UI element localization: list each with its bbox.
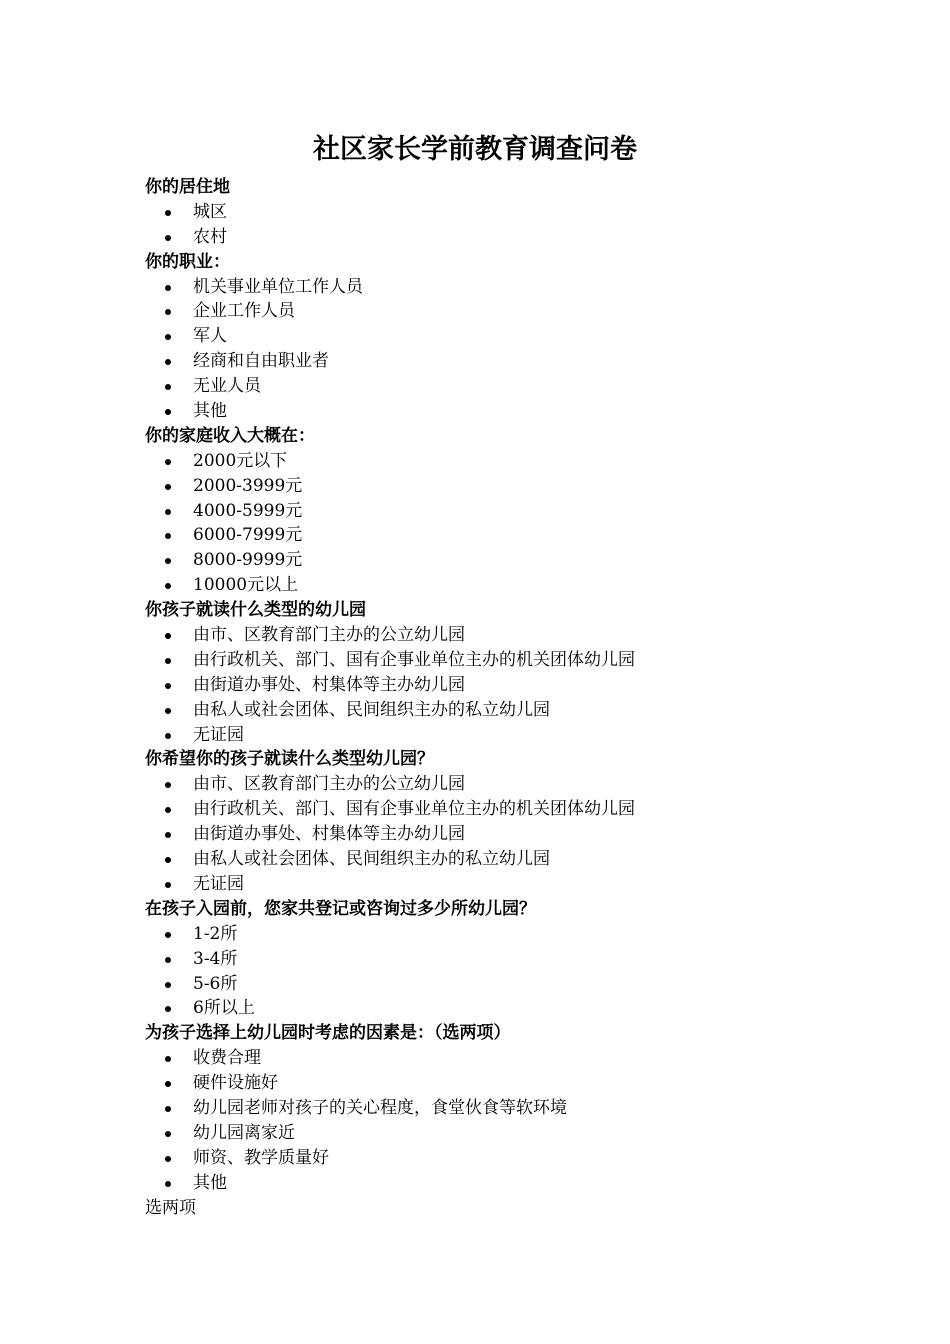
option-label: 经商和自由职业者 <box>193 351 329 372</box>
bullet-icon <box>165 334 171 340</box>
option-label: 3-4所 <box>193 948 238 969</box>
bullet-icon <box>165 1081 171 1087</box>
option-item <box>145 797 845 822</box>
option-label: 师资、教学质量好 <box>193 1147 329 1168</box>
option-item <box>145 499 845 524</box>
option-list <box>145 449 845 598</box>
bullet-icon <box>165 1156 171 1162</box>
option-label: 由街道办事处、村集体等主办幼儿园 <box>193 674 465 695</box>
bullet-icon <box>165 558 171 564</box>
option-item <box>145 1096 845 1121</box>
bullet-icon <box>165 1131 171 1137</box>
option-label: 企业工作人员 <box>193 301 295 322</box>
bullet-icon <box>165 309 171 315</box>
bullet-icon <box>165 857 171 863</box>
option-item <box>145 1171 845 1196</box>
question-consulted-count <box>145 897 845 1021</box>
question-title: 为孩子选择上幼儿园时考虑的因素是：（选两项） <box>145 1023 511 1044</box>
bullet-icon <box>165 484 171 490</box>
question-residence <box>145 175 845 250</box>
option-label: 由私人或社会团体、民间组织主办的私立幼儿园 <box>193 699 550 720</box>
question-selection-factors <box>145 1021 845 1195</box>
bullet-icon <box>165 210 171 216</box>
option-label: 由行政机关、部门、国有企事业单位主办的机关团体幼儿园 <box>193 649 635 670</box>
question-title: 你的家庭收入大概在： <box>145 425 315 446</box>
option-item <box>145 324 845 349</box>
option-item <box>145 623 845 648</box>
option-item <box>145 673 845 698</box>
option-item <box>145 723 845 748</box>
bullet-icon <box>165 285 171 291</box>
option-label: 由市、区教育部门主办的公立幼儿园 <box>193 774 465 795</box>
question-title: 你的职业： <box>145 251 230 272</box>
option-label: 6000-7999元 <box>193 525 303 546</box>
bullet-icon <box>165 1181 171 1187</box>
option-label: 5-6所 <box>193 973 238 994</box>
bullet-icon <box>165 882 171 888</box>
option-item <box>145 474 845 499</box>
question-current-kindergarten <box>145 598 845 747</box>
bullet-icon <box>165 733 171 739</box>
option-list <box>145 1046 845 1195</box>
option-item <box>145 548 845 573</box>
question-title: 在孩子入园前，您家共登记或咨询过多少所幼儿园？ <box>145 898 536 919</box>
option-label: 城区 <box>193 201 227 222</box>
option-label: 幼儿园老师对孩子的关心程度，食堂伙食等软环境 <box>193 1097 567 1118</box>
bullet-icon <box>165 359 171 365</box>
bullet-icon <box>165 509 171 515</box>
bullet-icon <box>165 807 171 813</box>
option-label: 硬件设施好 <box>193 1073 278 1094</box>
bullet-icon <box>165 658 171 664</box>
option-label: 其他 <box>193 1172 227 1193</box>
bullet-icon <box>165 583 171 589</box>
option-label: 无证园 <box>193 873 244 894</box>
bullet-icon <box>165 957 171 963</box>
bullet-icon <box>165 932 171 938</box>
option-label: 由行政机关、部门、国有企事业单位主办的机关团体幼儿园 <box>193 799 635 820</box>
option-label: 2000元以下 <box>193 450 288 471</box>
bullet-icon <box>165 533 171 539</box>
option-item <box>145 996 845 1021</box>
option-label: 10000元以上 <box>193 575 299 596</box>
option-item <box>145 922 845 947</box>
bullet-icon <box>165 782 171 788</box>
option-item <box>145 648 845 673</box>
option-item <box>145 275 845 300</box>
option-list <box>145 623 845 747</box>
option-label: 农村 <box>193 226 227 247</box>
option-label: 其他 <box>193 401 227 422</box>
option-label: 幼儿园离家近 <box>193 1122 295 1143</box>
bullet-icon <box>165 1006 171 1012</box>
option-item <box>145 225 845 250</box>
question-income <box>145 424 845 598</box>
option-label: 收费合理 <box>193 1048 261 1069</box>
option-item <box>145 772 845 797</box>
option-item <box>145 1146 845 1171</box>
question-occupation <box>145 250 845 424</box>
option-list <box>145 772 845 896</box>
option-label: 由街道办事处、村集体等主办幼儿园 <box>193 824 465 845</box>
option-item <box>145 449 845 474</box>
bullet-icon <box>165 1056 171 1062</box>
bullet-icon <box>165 235 171 241</box>
option-label: 4000-5999元 <box>193 500 303 521</box>
option-item <box>145 523 845 548</box>
option-label: 1-2所 <box>193 923 238 944</box>
bullet-icon <box>165 683 171 689</box>
option-label: 无业人员 <box>193 376 261 397</box>
bullet-icon <box>165 459 171 465</box>
option-item <box>145 698 845 723</box>
option-item <box>145 349 845 374</box>
question-title: 你的居住地 <box>145 177 230 197</box>
option-item <box>145 1121 845 1146</box>
footnote-text: 选两项 <box>145 1197 196 1218</box>
option-item <box>145 822 845 847</box>
option-item <box>145 1046 845 1071</box>
option-label: 由市、区教育部门主办的公立幼儿园 <box>193 625 465 646</box>
option-list <box>145 200 845 250</box>
option-item <box>145 972 845 997</box>
document-title: 社区家长学前教育调查问卷 <box>313 134 637 165</box>
option-label: 由私人或社会团体、民间组织主办的私立幼儿园 <box>193 849 550 870</box>
option-label: 8000-9999元 <box>193 550 303 571</box>
option-item <box>145 847 845 872</box>
bullet-icon <box>165 982 171 988</box>
bullet-icon <box>165 708 171 714</box>
bullet-icon <box>165 633 171 639</box>
question-title: 你孩子就读什么类型的幼儿园 <box>145 600 366 621</box>
bullet-icon <box>165 832 171 838</box>
option-item <box>145 399 845 424</box>
questionnaire <box>145 175 845 1220</box>
option-item <box>145 200 845 225</box>
bullet-icon <box>165 409 171 415</box>
option-label: 机关事业单位工作人员 <box>193 276 363 297</box>
option-item <box>145 872 845 897</box>
option-list <box>145 275 845 424</box>
option-list <box>145 922 845 1022</box>
question-preferred-kindergarten <box>145 747 845 896</box>
option-item <box>145 299 845 324</box>
option-item <box>145 1071 845 1096</box>
option-label: 无证园 <box>193 724 244 745</box>
option-label: 6所以上 <box>193 998 255 1019</box>
option-label: 2000-3999元 <box>193 475 303 496</box>
option-item <box>145 947 845 972</box>
bullet-icon <box>165 1106 171 1112</box>
option-label: 军人 <box>193 326 227 347</box>
option-item <box>145 573 845 598</box>
option-item <box>145 374 845 399</box>
question-title: 你希望你的孩子就读什么类型幼儿园？ <box>145 749 434 770</box>
bullet-icon <box>165 384 171 390</box>
